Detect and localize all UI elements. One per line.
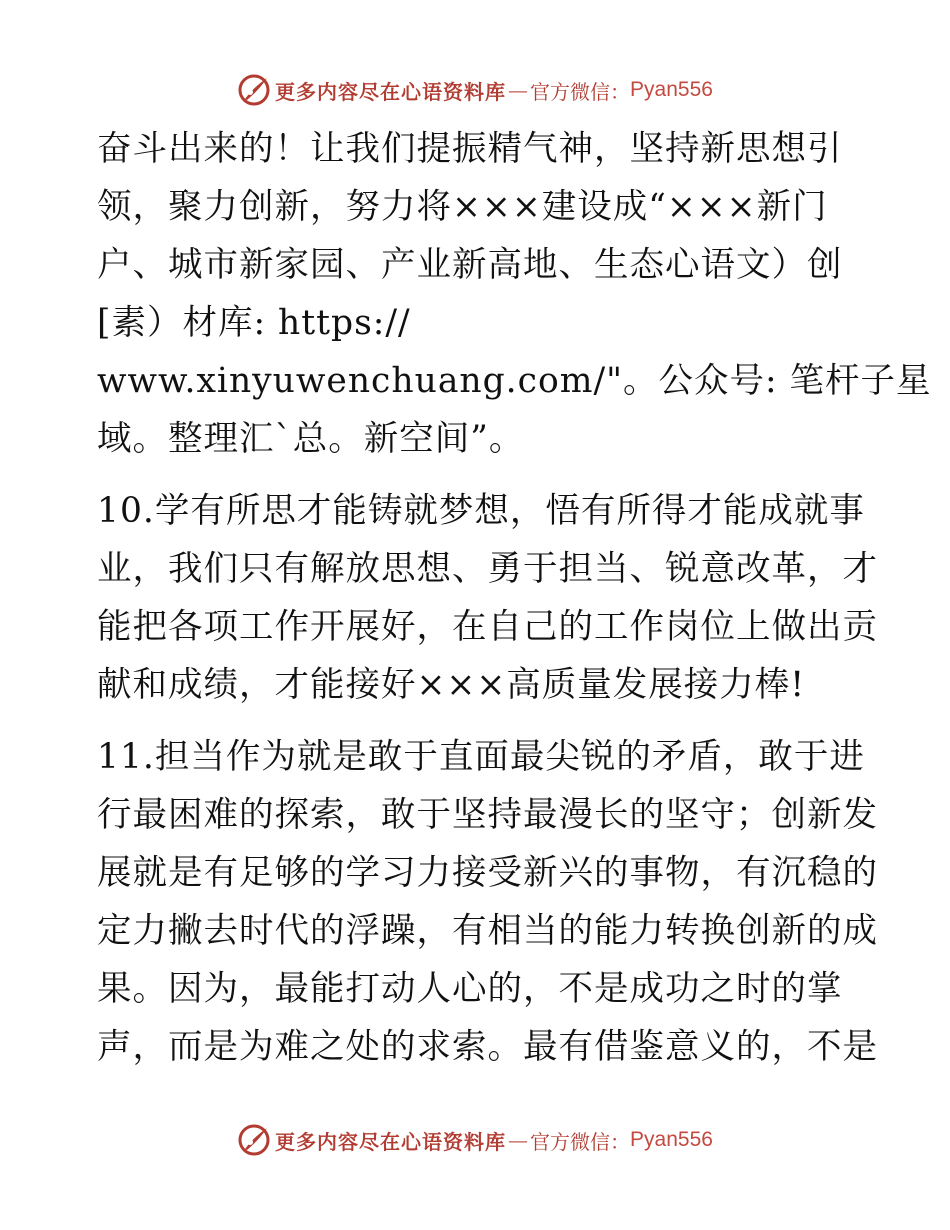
- quill-logo-icon: [237, 73, 271, 107]
- footer-dash: —: [508, 1128, 529, 1152]
- text-line: 10.学有所思才能铸就梦想，悟有所得才能成就事: [97, 491, 865, 531]
- header-official-label: 官方微信：: [530, 79, 631, 104]
- header-handle: Pyan556: [630, 78, 713, 101]
- text-line: 11.担当作为就是敢于直面最尖锐的矛盾，敢于进: [97, 737, 865, 777]
- footer-brand-text: 更多内容尽在心语资料库: [275, 1129, 507, 1154]
- text-line: 业，我们只有解放思想、勇于担当、锐意改革，才: [97, 549, 878, 589]
- header-dash: —: [508, 78, 529, 102]
- text-line: 定力撇去时代的浮躁，有相当的能力转换创新的成: [97, 911, 878, 951]
- text-line: [素）材库: https://: [97, 303, 411, 343]
- text-line: 展就是有足够的学习力接受新兴的事物，有沉稳的: [97, 853, 878, 893]
- footer-handle: Pyan556: [630, 1128, 713, 1151]
- paragraph: [97, 728, 878, 1076]
- footer-watermark: [0, 1120, 950, 1160]
- text-line: 能把各项工作开展好，在自己的工作岗位上做出贡: [97, 607, 878, 647]
- text-line: 献和成绩，才能接好×××高质量发展接力棒!: [97, 665, 806, 705]
- text-line: 声，而是为难之处的求索。最有借鉴意义的，不是: [97, 1027, 878, 1067]
- quill-logo-icon: [237, 1123, 271, 1157]
- paragraph: [97, 482, 878, 714]
- text-line: 行最困难的探索，敢于坚持最漫长的坚守；创新发: [97, 795, 878, 835]
- text-line: 户、城市新家园、产业新高地、生态心语文）创: [97, 245, 843, 285]
- header-brand-text: 更多内容尽在心语资料库: [275, 79, 507, 104]
- text-line: 奋斗出来的！让我们提振精气神，坚持新思想引: [97, 129, 843, 169]
- text-line: 领，聚力创新，努力将×××建设成“×××新门: [97, 187, 828, 227]
- paragraph-gap: [97, 468, 857, 482]
- document-body: [97, 120, 932, 1076]
- paragraph: [97, 120, 932, 468]
- text-line: www.xinyuwenchuang.com/"。公众号: 笔杆子星: [97, 361, 932, 401]
- header-watermark: [0, 70, 950, 110]
- text-line: 果。因为，最能打动人心的，不是成功之时的掌: [97, 969, 843, 1009]
- text-line: 域。整理汇`总。新空间”。: [97, 419, 525, 459]
- paragraph-gap: [97, 714, 857, 728]
- footer-official-label: 官方微信：: [530, 1129, 631, 1154]
